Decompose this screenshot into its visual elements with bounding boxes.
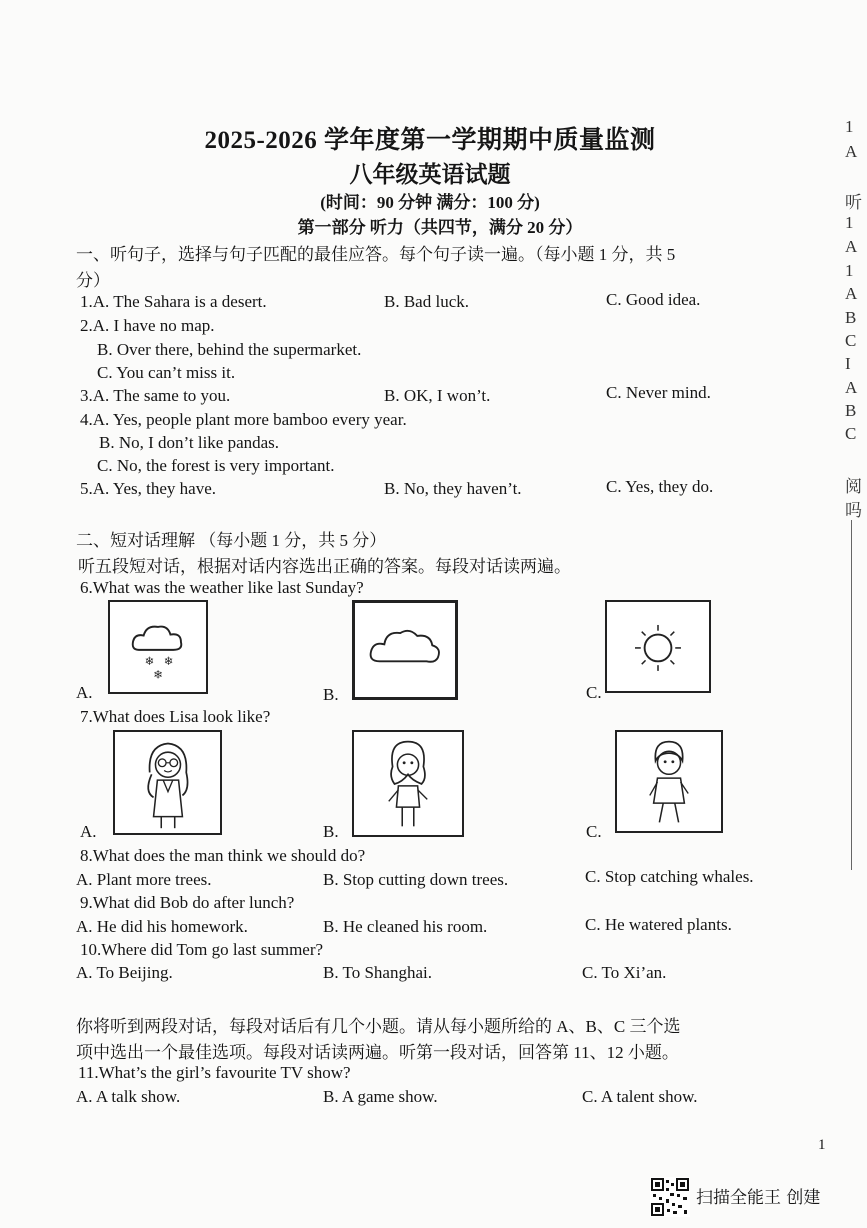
page-number: 1: [818, 1137, 826, 1153]
q7-label-b: B.: [323, 822, 339, 841]
edge-table-border: [851, 520, 852, 870]
q5-option-c: C. Yes, they do.: [606, 477, 714, 496]
q6-label-c: C.: [586, 683, 602, 702]
svg-text:❄: ❄: [153, 669, 163, 682]
q7-picture-a-girl-glasses: [113, 730, 222, 835]
q6-picture-c-sunny: [605, 600, 711, 693]
section3-instruction-line1: 你将听到两段对话，每段对话后有几个小题。请从每小题所给的 A、B、C 三个选: [76, 1017, 681, 1036]
q6-picture-a-snow: [108, 600, 208, 694]
part-heading: 第一部分 听力（共四节，满分 20 分）: [297, 218, 583, 237]
snow-cloud-icon: [110, 602, 206, 692]
edge-glyph: C: [845, 331, 857, 350]
girl-with-glasses-icon: [115, 732, 220, 833]
q6-label-a: A.: [76, 683, 93, 702]
edge-glyph: 1: [845, 261, 854, 280]
q6-label-b: B.: [323, 685, 339, 704]
exam-subtitle: 八年级英语试题: [349, 162, 511, 187]
q3-option-a: 3.A. The same to you.: [80, 386, 231, 405]
edge-glyph: C: [845, 424, 857, 443]
q8-option-c: C. Stop catching whales.: [585, 867, 754, 886]
q6-picture-b-cloudy: [352, 600, 458, 700]
q7-picture-c-girl-short: [615, 730, 723, 833]
edge-glyph: I: [845, 354, 851, 373]
svg-text:❄: ❄: [163, 656, 174, 669]
exam-title: 2025-2026 学年度第一学期期中质量监测: [204, 127, 656, 154]
q9-question: 9.What did Bob do after lunch?: [80, 893, 295, 912]
q11-option-a: A. A talk show.: [76, 1087, 181, 1106]
q9-option-c: C. He watered plants.: [585, 915, 732, 934]
section2-heading: 二、短对话理解 （每小题 1 分，共 5 分）: [76, 531, 387, 550]
edge-glyph: 1: [845, 117, 854, 136]
edge-glyph: A: [845, 142, 858, 161]
edge-glyph: A: [845, 237, 858, 256]
q6-question: 6.What was the weather like last Sunday?: [80, 578, 364, 597]
q9-option-a: A. He did his homework.: [76, 917, 248, 936]
q10-option-a: A. To Beijing.: [76, 963, 173, 982]
q8-option-a: A. Plant more trees.: [76, 870, 212, 889]
q3-option-c: C. Never mind.: [606, 383, 711, 402]
q10-question: 10.Where did Tom go last summer?: [80, 940, 324, 959]
section3-instruction-line2: 项中选出一个最佳选项。每段对话读两遍。听第一段对话，回答第 11、12 小题。: [76, 1043, 679, 1062]
svg-text:❄: ❄: [144, 656, 155, 669]
q10-option-c: C. To Xi’an.: [582, 963, 667, 982]
q11-option-c: C. A talent show.: [582, 1087, 698, 1106]
edge-glyph: B: [845, 401, 857, 420]
q8-option-b: B. Stop cutting down trees.: [323, 870, 509, 889]
exam-info: (时间：90 分钟 满分：100 分): [320, 193, 540, 212]
q7-label-a: A.: [80, 822, 97, 841]
edge-glyph: A: [845, 378, 858, 397]
q4-option-c: C. No, the forest is very important.: [97, 456, 335, 475]
q9-option-b: B. He cleaned his room.: [323, 917, 488, 936]
q2-option-c: C. You can’t miss it.: [97, 363, 236, 382]
q4-option-a: 4.A. Yes, people plant more bamboo every year.: [80, 410, 407, 429]
qr-code-icon: [650, 1177, 690, 1217]
girl-short-hair-icon: [617, 732, 721, 831]
edge-glyph: 听: [845, 193, 862, 212]
q7-picture-b-girl-curly: [352, 730, 464, 837]
girl-curly-hair-icon: [354, 732, 462, 835]
q1-option-a: 1.A. The Sahara is a desert.: [80, 292, 267, 311]
q1-option-c: C. Good idea.: [606, 290, 701, 309]
sun-icon: [607, 602, 709, 691]
section2-instruction: 听五段短对话，根据对话内容选出正确的答案。每段对话读两遍。: [78, 557, 571, 576]
edge-glyph: B: [845, 308, 857, 327]
edge-glyph: 1: [845, 213, 854, 232]
section1-instruction-line1: 一、听句子，选择与句子匹配的最佳应答。每个句子读一遍。（每小题 1 分，共 5: [76, 245, 676, 264]
q11-question: 11.What’s the girl’s favourite TV show?: [78, 1063, 351, 1082]
q4-option-b: B. No, I don’t like pandas.: [99, 433, 280, 452]
q1-option-b: B. Bad luck.: [384, 292, 469, 311]
section1-instruction-line2: 分）: [76, 271, 110, 290]
q5-option-a: 5.A. Yes, they have.: [80, 479, 216, 498]
q11-option-b: B. A game show.: [323, 1087, 438, 1106]
edge-glyph: A: [845, 284, 858, 303]
scanner-watermark: 扫描全能王 创建: [696, 1188, 821, 1208]
cloud-icon: [355, 603, 455, 697]
edge-glyph: 吗: [845, 501, 862, 520]
edge-glyph: 阅: [845, 477, 862, 496]
q2-option-b: B. Over there, behind the supermarket.: [97, 340, 362, 359]
q2-option-a: 2.A. I have no map.: [80, 316, 215, 335]
q8-question: 8.What does the man think we should do?: [80, 846, 366, 865]
q3-option-b: B. OK, I won’t.: [384, 386, 491, 405]
q7-label-c: C.: [586, 822, 602, 841]
q10-option-b: B. To Shanghai.: [323, 963, 432, 982]
q7-question: 7.What does Lisa look like?: [80, 707, 271, 726]
q5-option-b: B. No, they haven’t.: [384, 479, 522, 498]
